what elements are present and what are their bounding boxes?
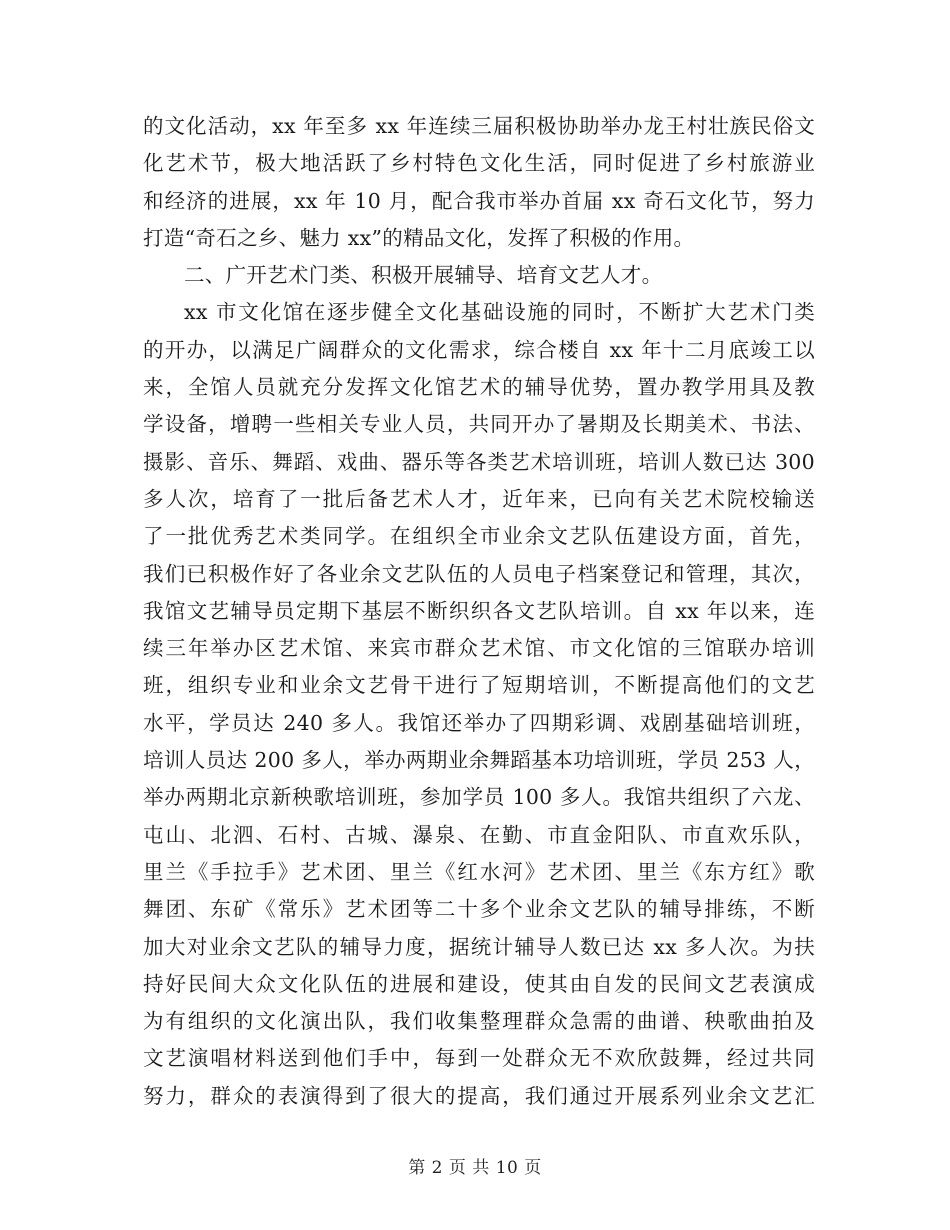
paragraph-line: 为有组织的文化演出队，我们收集整理群众急需的曲谱、秧歌曲拍及 <box>143 1009 815 1034</box>
paragraph-line: 来，全馆人员就充分发挥文化馆艺术的辅导优势，置办教学用具及教 <box>143 375 815 400</box>
paragraph-line: 了一批优秀艺术类同学。在组织全市业余文艺队伍建设方面，首先， <box>143 524 815 549</box>
paragraph-line: 屯山、北泗、石村、古城、瀑泉、在勤、市直金阳队、市直欢乐队， <box>143 822 815 847</box>
paragraph-line: 培训人员达 200 多人，举办两期业余舞蹈基本功培训班，学员 253 人， <box>143 748 815 773</box>
paragraph-line: 打造“奇石之乡、魅力 xx”的精品文化，发挥了积极的作用。 <box>143 225 695 250</box>
paragraph-line: 学设备，增聘一些相关专业人员，共同开办了暑期及长期美术、书法、 <box>143 412 815 437</box>
paragraph-line: 舞团、东矿《常乐》艺术团等二十多个业余文艺队的辅导排练，不断 <box>143 897 815 922</box>
paragraph-line: 多人次，培育了一批后备艺术人才，近年来，已向有关艺术院校输送 <box>143 486 815 511</box>
paragraph-line: 水平，学员达 240 多人。我馆还举办了四期彩调、戏剧基础培训班， <box>143 710 815 735</box>
section-heading: 二、广开艺术门类、积极开展辅导、培育文艺人才。 <box>184 263 663 288</box>
paragraph-line: 续三年举办区艺术馆、来宾市群众艺术馆、市文化馆的三馆联办培训 <box>143 636 815 661</box>
document-body <box>143 108 815 1115</box>
paragraph-line: 文艺演唱材料送到他们手中，每到一处群众无不欢欣鼓舞，经过共同 <box>143 1046 815 1071</box>
paragraph-line: 的开办，以满足广阔群众的文化需求，综合楼自 xx 年十二月底竣工以 <box>143 337 815 362</box>
paragraph-line: 持好民间大众文化队伍的进展和建设，使其由自发的民间文艺表演成 <box>143 971 815 996</box>
page-number-footer: 第 2 页 共 10 页 <box>408 1158 542 1178</box>
paragraph-line: 里兰《手拉手》艺术团、里兰《红水河》艺术团、里兰《东方红》歌 <box>143 859 815 884</box>
paragraph-line: 我们已积极作好了各业余文艺队伍的人员电子档案登记和管理，其次， <box>143 561 815 586</box>
paragraph-line: 我馆文艺辅导员定期下基层不断织织各文艺队培训。自 xx 年以来，连 <box>143 598 815 623</box>
paragraph-line: 加大对业余文艺队的辅导力度，据统计辅导人数已达 xx 多人次。为扶 <box>143 934 815 959</box>
paragraph-line: 的文化活动，xx 年至多 xx 年连续三届积极协助举办龙王村壮族民俗文 <box>143 114 815 138</box>
paragraph-line: 班，组织专业和业余文艺骨干进行了短期培训，不断提高他们的文艺 <box>143 673 815 698</box>
paragraph-line: 和经济的进展，xx 年 10 月，配合我市举办首届 xx 奇石文化节，努力 <box>143 188 815 213</box>
paragraph-line: 努力，群众的表演得到了很大的提高，我们通过开展系列业余文艺汇 <box>143 1083 815 1108</box>
paragraph-line: 化艺术节，极大地活跃了乡村特色文化生活，同时促进了乡村旅游业 <box>143 151 815 176</box>
paragraph-line: xx 市文化馆在逐步健全文化基础设施的同时，不断扩大艺术门类 <box>184 300 815 325</box>
paragraph-line: 摄影、音乐、舞蹈、戏曲、器乐等各类艺术培训班，培训人数已达 300 <box>143 449 815 474</box>
paragraph-line: 举办两期北京新秧歌培训班，参加学员 100 多人。我馆共组织了六龙、 <box>143 785 815 810</box>
